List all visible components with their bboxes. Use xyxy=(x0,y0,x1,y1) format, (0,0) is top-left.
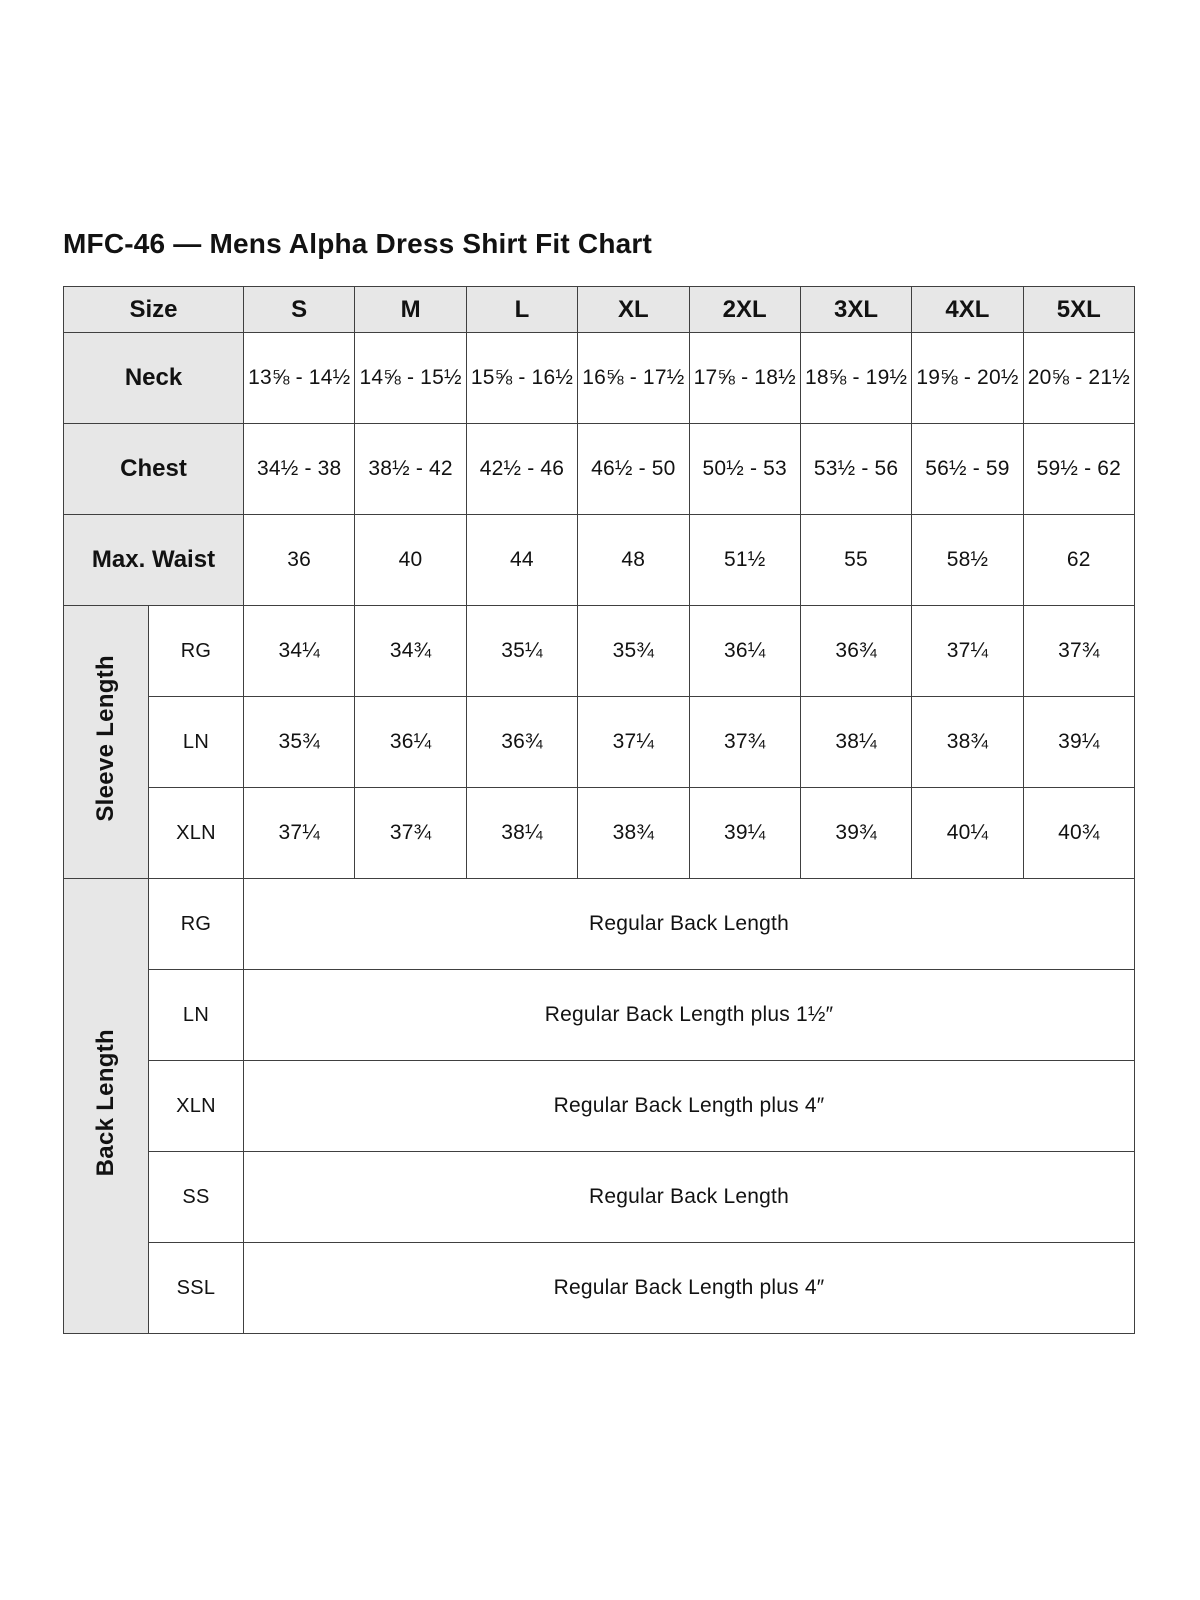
sleeve-rg-value: 34¾ xyxy=(355,606,466,697)
sleeve-xln-value: 37¾ xyxy=(355,788,466,879)
sleeve-xln-row xyxy=(64,788,1135,879)
sleeve-rg-value: 35¾ xyxy=(578,606,689,697)
neck-value: 15⅝ - 16½ xyxy=(466,333,577,424)
neck-value: 14⅝ - 15½ xyxy=(355,333,466,424)
table-header-row xyxy=(64,287,1135,333)
back-ln-value: Regular Back Length plus 1½″ xyxy=(244,970,1135,1061)
sleeve-ln-value: 38¾ xyxy=(912,697,1023,788)
size-col-header-2xl: 2XL xyxy=(689,287,800,333)
back-length-group-label xyxy=(64,879,149,1334)
max-waist-value: 58½ xyxy=(912,515,1023,606)
sleeve-rg-label: RG xyxy=(149,606,244,697)
chest-row-label: Chest xyxy=(64,424,244,515)
back-xln-label: XLN xyxy=(149,1061,244,1152)
back-ss-row xyxy=(64,1152,1135,1243)
back-ln-row xyxy=(64,970,1135,1061)
sleeve-length-vertical-label: Sleeve Length xyxy=(92,655,119,822)
size-col-header-5xl: 5XL xyxy=(1023,287,1134,333)
sleeve-ln-value: 39¼ xyxy=(1023,697,1134,788)
back-length-vertical-label: Back Length xyxy=(92,1028,119,1177)
fit-chart-table xyxy=(63,286,1135,1334)
sleeve-ln-value: 37¼ xyxy=(578,697,689,788)
max-waist-value: 36 xyxy=(244,515,355,606)
back-xln-row xyxy=(64,1061,1135,1152)
neck-row-label: Neck xyxy=(64,333,244,424)
neck-row xyxy=(64,333,1135,424)
max-waist-value: 55 xyxy=(800,515,911,606)
chest-value: 53½ - 56 xyxy=(800,424,911,515)
chest-row xyxy=(64,424,1135,515)
sleeve-xln-value: 38¾ xyxy=(578,788,689,879)
neck-value: 20⅝ - 21½ xyxy=(1023,333,1134,424)
neck-value: 17⅝ - 18½ xyxy=(689,333,800,424)
sleeve-ln-value: 36¼ xyxy=(355,697,466,788)
sleeve-xln-value: 37¼ xyxy=(244,788,355,879)
back-ss-label: SS xyxy=(149,1152,244,1243)
neck-value: 18⅝ - 19½ xyxy=(800,333,911,424)
chest-value: 46½ - 50 xyxy=(578,424,689,515)
neck-value: 16⅝ - 17½ xyxy=(578,333,689,424)
back-ssl-label: SSL xyxy=(149,1243,244,1334)
sleeve-rg-row xyxy=(64,606,1135,697)
chest-value: 38½ - 42 xyxy=(355,424,466,515)
back-rg-row xyxy=(64,879,1135,970)
size-col-header-3xl: 3XL xyxy=(800,287,911,333)
sleeve-ln-value: 35¾ xyxy=(244,697,355,788)
back-ssl-value: Regular Back Length plus 4″ xyxy=(244,1243,1135,1334)
size-col-header-xl: XL xyxy=(578,287,689,333)
back-ln-label: LN xyxy=(149,970,244,1061)
sleeve-ln-value: 38¼ xyxy=(800,697,911,788)
sleeve-length-group-label xyxy=(64,606,149,879)
sleeve-rg-value: 37¾ xyxy=(1023,606,1134,697)
back-xln-value: Regular Back Length plus 4″ xyxy=(244,1061,1135,1152)
page-title: MFC-46 — Mens Alpha Dress Shirt Fit Chart xyxy=(63,228,653,259)
sleeve-ln-row xyxy=(64,697,1135,788)
sleeve-ln-label: LN xyxy=(149,697,244,788)
max-waist-value: 51½ xyxy=(689,515,800,606)
sleeve-rg-value: 37¼ xyxy=(912,606,1023,697)
back-rg-value: Regular Back Length xyxy=(244,879,1135,970)
max-waist-value: 44 xyxy=(466,515,577,606)
max-waist-value: 40 xyxy=(355,515,466,606)
size-col-header-4xl: 4XL xyxy=(912,287,1023,333)
max-waist-value: 62 xyxy=(1023,515,1134,606)
chest-value: 34½ - 38 xyxy=(244,424,355,515)
chest-value: 56½ - 59 xyxy=(912,424,1023,515)
sleeve-ln-value: 37¾ xyxy=(689,697,800,788)
neck-value: 19⅝ - 20½ xyxy=(912,333,1023,424)
max-waist-value: 48 xyxy=(578,515,689,606)
back-ssl-row xyxy=(64,1243,1135,1334)
max-waist-row xyxy=(64,515,1135,606)
back-ss-value: Regular Back Length xyxy=(244,1152,1135,1243)
sleeve-xln-label: XLN xyxy=(149,788,244,879)
sleeve-rg-value: 36¾ xyxy=(800,606,911,697)
sleeve-rg-value: 34¼ xyxy=(244,606,355,697)
sleeve-ln-value: 36¾ xyxy=(466,697,577,788)
sleeve-xln-value: 38¼ xyxy=(466,788,577,879)
size-col-header-m: M xyxy=(355,287,466,333)
sleeve-xln-value: 40¾ xyxy=(1023,788,1134,879)
chest-value: 50½ - 53 xyxy=(689,424,800,515)
back-rg-label: RG xyxy=(149,879,244,970)
sleeve-rg-value: 35¼ xyxy=(466,606,577,697)
size-header-cell: Size xyxy=(64,287,244,333)
size-col-header-l: L xyxy=(466,287,577,333)
size-col-header-s: S xyxy=(244,287,355,333)
neck-value: 13⅝ - 14½ xyxy=(244,333,355,424)
sleeve-xln-value: 40¼ xyxy=(912,788,1023,879)
sleeve-rg-value: 36¼ xyxy=(689,606,800,697)
sleeve-xln-value: 39¾ xyxy=(800,788,911,879)
chest-value: 59½ - 62 xyxy=(1023,424,1134,515)
sleeve-xln-value: 39¼ xyxy=(689,788,800,879)
max-waist-row-label: Max. Waist xyxy=(64,515,244,606)
chest-value: 42½ - 46 xyxy=(466,424,577,515)
